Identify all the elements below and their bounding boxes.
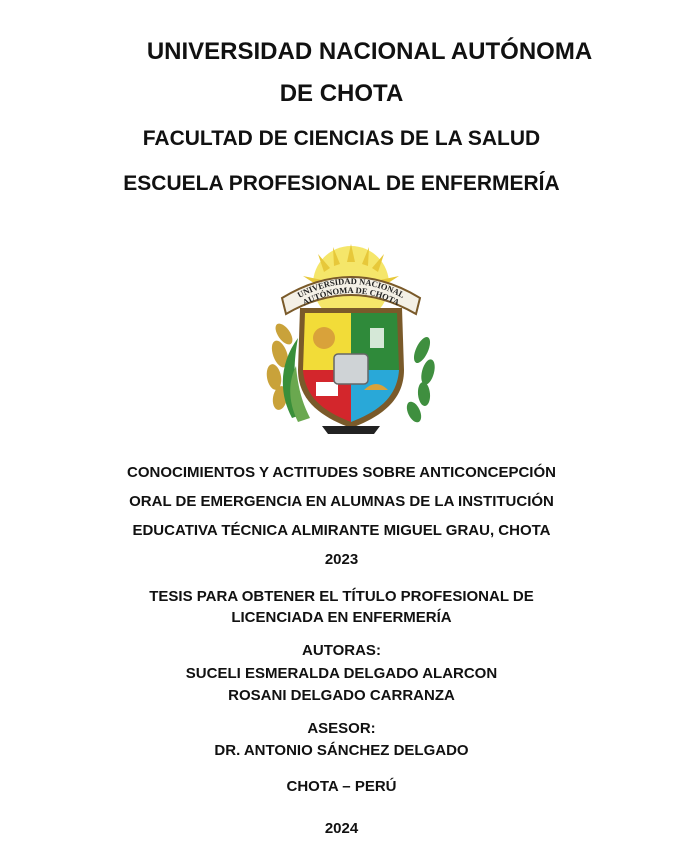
university-name-line1: UNIVERSIDAD NACIONAL AUTÓNOMA (146, 38, 593, 65)
location: CHOTA – PERÚ (286, 778, 397, 795)
author-name: SUCELI ESMERALDA DELGADO ALARCON (185, 665, 498, 682)
gear-icon (313, 327, 335, 349)
banner-text-line1: UNIVERSIDAD NACIONAL (295, 275, 407, 300)
year: 2024 (324, 820, 359, 837)
thesis-year: 2023 (324, 551, 359, 568)
thesis-title-line1: CONOCIMIENTOS Y ACTITUDES SOBRE ANTICONCEPCIÓN (127, 464, 556, 481)
shield (298, 308, 404, 428)
advisor-label: ASESOR: (307, 720, 376, 737)
advisor-name: DR. ANTONIO SÁNCHEZ DELGADO (214, 742, 469, 759)
purpose-line1: TESIS PARA OBTENER EL TÍTULO PROFESIONAL DE (149, 588, 534, 605)
banner-text-line2: AUTÓNOMA DE CHOTA (300, 284, 402, 308)
faculty-name: FACULTAD DE CIENCIAS DE LA SALUD (142, 127, 541, 150)
thesis-title-line3: EDUCATIVA TÉCNICA ALMIRANTE MIGUEL GRAU, CHOTA (132, 522, 551, 539)
university-crest-logo (258, 242, 444, 438)
authors-label: AUTORAS: (302, 642, 381, 659)
university-name-line2: DE CHOTA (279, 80, 404, 107)
author-name: ROSANI DELGADO CARRANZA (228, 687, 455, 704)
laurel-right-icon (404, 335, 437, 425)
purpose-line2: LICENCIADA EN ENFERMERÍA (231, 609, 452, 626)
book-icon (316, 382, 338, 396)
microscope-icon (370, 328, 384, 348)
base-scroll-icon (322, 426, 380, 434)
school-name: ESCUELA PROFESIONAL DE ENFERMERÍA (123, 172, 560, 195)
thesis-title-line2: ORAL DE EMERGENCIA EN ALUMNAS DE LA INSTITUCIÓN (129, 493, 554, 510)
center-emblem-icon (334, 354, 368, 384)
